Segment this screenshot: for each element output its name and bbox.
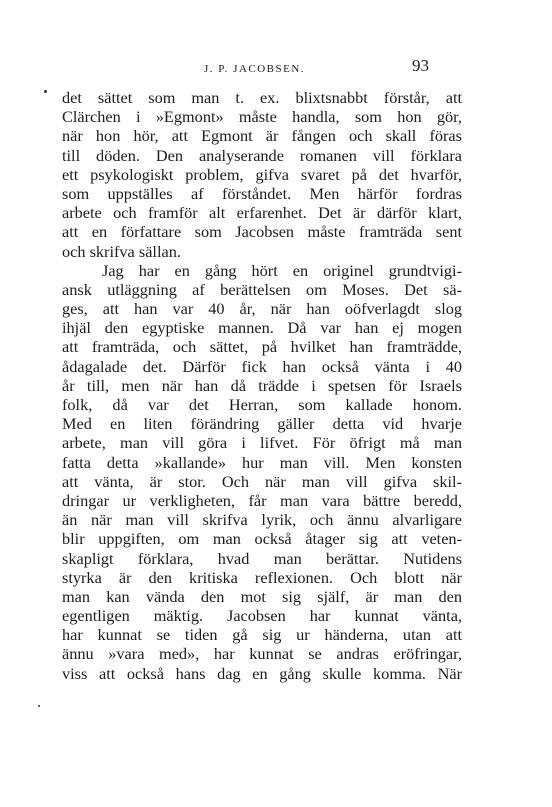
- text-line: än när man vill skrifva lyrik, och ännu alvarligare: [62, 510, 462, 530]
- paragraph-start-line: Jag har en gång hört en originel grundtvigi-: [102, 260, 462, 280]
- text-line: har kunnat se tiden gå sig ur händerna, utan att: [62, 625, 462, 645]
- text-line: ansk utläggning af berättelsen om Moses. Det sä-: [62, 279, 462, 299]
- text-line: till döden. Den analyserande romanen vill förklara: [62, 145, 462, 165]
- text-line: det sättet som man t. ex. blixtsnabbt förstår, att: [62, 88, 462, 107]
- text-line: Clärchen i »Egmont» måste handla, som hon gör,: [62, 107, 462, 127]
- text-line: ådagalade det. Därför fick han också vänta i 40: [62, 356, 462, 376]
- text-line: skapligt förklara, hvad man berättar. Nutidens: [62, 548, 462, 568]
- paragraph-end-line: och skrifva sällan.: [62, 241, 181, 261]
- text-line: egentligen mäktig. Jacobsen har kunnat vänta,: [62, 606, 462, 626]
- text-line: Med en liten förändring gäller detta vid hvarje: [62, 414, 462, 434]
- text-line: ett psykologiskt problem, gifva svaret på det hvarför,: [62, 164, 462, 184]
- text-line: folk, då var det Herran, som kallade honom.: [62, 395, 462, 414]
- text-line: ges, att han var 40 år, när han oöfverlagdt slog: [62, 299, 462, 319]
- body-text: [62, 88, 462, 683]
- text-line: att en författare som Jacobsen måste framträda sent: [62, 222, 462, 242]
- text-line: år till, men när han då trädde i spetsen för Israels: [62, 375, 462, 395]
- text-line: ihjäl den egyptiske mannen. Då var han ej mogen: [62, 318, 462, 338]
- text-line: fatta detta »kallande» hur man vill. Men konsten: [62, 452, 462, 472]
- text-line: blir uppgiften, om man också åtager sig att veten-: [62, 529, 462, 549]
- text-line: att vänta, är stor. Och när man vill gifva skil-: [62, 471, 462, 491]
- running-head: J. P. JACOBSEN.: [204, 63, 306, 75]
- text-line: viss att också hans dag en gång skulle komma. När: [62, 663, 462, 683]
- text-line: man kan vända den mot sig själf, är man den: [62, 586, 462, 606]
- page-number: 93: [412, 56, 429, 75]
- text-line: dringar ur verkligheten, får man vara bättre beredd,: [62, 490, 462, 510]
- text-line: arbete och framför alt erfarenhet. Det är därför klart,: [62, 203, 462, 223]
- text-line: arbete, man vill göra i lifvet. För öfrigt må man: [62, 433, 462, 453]
- text-line: ännu »vara med», har kunnat se andras eröfringar,: [62, 644, 462, 664]
- text-line: att framträda, och sättet, på hvilket han framträdde,: [62, 337, 462, 357]
- ink-speck: [44, 90, 47, 93]
- text-line: när hon hör, att Egmont är fången och skall föras: [62, 126, 462, 146]
- ink-speck: [38, 705, 40, 707]
- text-line: som uppställes af förståndet. Men härför fordras: [62, 183, 462, 203]
- text-line: styrka är den kritiska reflexionen. Och blott när: [62, 567, 462, 587]
